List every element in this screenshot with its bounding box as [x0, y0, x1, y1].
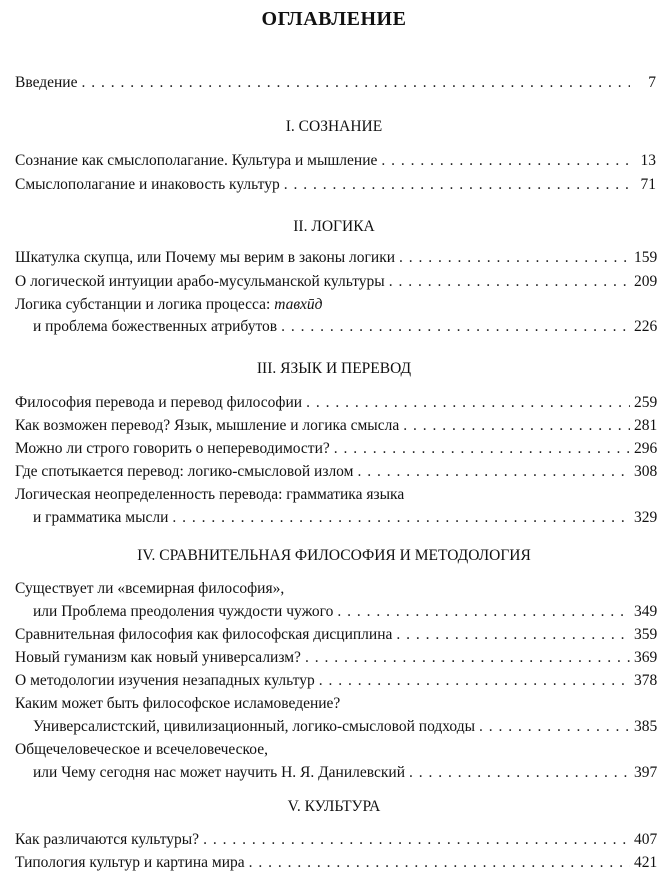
- page-number: 378: [634, 672, 658, 689]
- page-number: 421: [634, 854, 658, 871]
- page-number: 308: [634, 463, 658, 480]
- toc-entry-continuation[interactable]: [33, 601, 656, 623]
- entry-title: Как различаются культуры?: [15, 831, 200, 848]
- dot-leader: [305, 647, 630, 669]
- dot-leader: [381, 150, 630, 172]
- dot-leader: [306, 392, 630, 414]
- toc-entry-continuation[interactable]: [33, 762, 656, 784]
- dot-leader: [389, 271, 630, 293]
- dot-leader: [249, 852, 630, 874]
- dot-leader: [81, 72, 630, 94]
- dot-leader: [409, 762, 630, 784]
- dot-leader: [203, 829, 630, 851]
- entry-title: Универсалистский, цивилизационный, логико-смысловой подходы: [33, 718, 476, 735]
- page-number: 296: [634, 440, 658, 457]
- section-heading-2: II. ЛОГИКА: [293, 218, 375, 235]
- page-number: 209: [634, 273, 658, 290]
- entry-title: Логика субстанции и логика процесса:: [15, 296, 275, 313]
- entry-title: или Чему сегодня нас может научить Н. Я. Данилевский: [33, 764, 405, 781]
- entry-title: Введение: [15, 74, 78, 91]
- dot-leader: [281, 316, 630, 338]
- entry-title: Можно ли строго говорить о непереводимости?: [15, 440, 330, 457]
- dot-leader: [399, 247, 630, 269]
- page-number: 369: [634, 649, 658, 666]
- toc-entry[interactable]: [15, 647, 656, 669]
- toc-entry-first-line[interactable]: [15, 693, 656, 715]
- toc-entry-first-line[interactable]: [15, 739, 656, 761]
- page-title: ОГЛАВЛЕНИЕ: [261, 8, 407, 30]
- dot-leader: [337, 601, 630, 623]
- entry-title: Типология культур и картина мира: [15, 854, 245, 871]
- dot-leader: [403, 415, 630, 437]
- section-heading-3: III. ЯЗЫК И ПЕРЕВОД: [256, 360, 412, 377]
- entry-title: Шкатулка скупца, или Почему мы верим в законы логики: [15, 249, 396, 266]
- toc-entry[interactable]: [15, 461, 656, 483]
- dot-leader: [334, 438, 630, 460]
- toc-entry[interactable]: [15, 624, 656, 646]
- toc-entry[interactable]: [15, 271, 656, 293]
- entry-title: Сознание как смыслополагание. Культура и мышление: [15, 152, 378, 169]
- toc-entry-continuation[interactable]: [33, 316, 656, 338]
- toc-entry[interactable]: [15, 150, 656, 172]
- section-heading-5: V. КУЛЬТУРА: [287, 798, 381, 815]
- toc-entry[interactable]: [15, 670, 656, 692]
- page-number: 259: [634, 394, 658, 411]
- entry-title: и грамматика мысли: [33, 509, 169, 526]
- entry-title: Философия перевода и перевод философии: [15, 394, 303, 411]
- toc-entry[interactable]: [15, 438, 656, 460]
- page-number: 159: [634, 249, 658, 266]
- entry-title: Новый гуманизм как новый универсализм?: [15, 649, 301, 666]
- section-heading-4: IV. СРАВНИТЕЛЬНАЯ ФИЛОСОФИЯ И МЕТОДОЛОГИЯ: [137, 547, 531, 564]
- entry-title: Сравнительная философия как философская дисциплина: [15, 626, 393, 643]
- entry-title: и проблема божественных атрибутов: [33, 318, 278, 335]
- entry-title: Где спотыкается перевод: логико-смысловой излом: [15, 463, 354, 480]
- entry-title: или Проблема преодоления чуждости чужого: [33, 603, 334, 620]
- page-number: 359: [634, 626, 658, 643]
- toc-entry[interactable]: [15, 852, 656, 874]
- toc-entry[interactable]: [15, 392, 656, 414]
- dot-leader: [357, 461, 630, 483]
- dot-leader: [479, 716, 630, 738]
- entry-title: О методологии изучения незападных культур: [15, 672, 315, 689]
- toc-entry[interactable]: [15, 829, 656, 851]
- page-number: 407: [634, 831, 658, 848]
- section-heading-1: I. СОЗНАНИЕ: [285, 118, 383, 135]
- entry-title: Каким может быть философское исламоведение?: [15, 695, 341, 712]
- entry-title: Логическая неопределенность перевода: грамматика языка: [15, 486, 405, 503]
- page-number: 329: [634, 509, 658, 526]
- page-number: 226: [634, 318, 658, 335]
- page-number: 7: [648, 74, 656, 91]
- page-number: 71: [640, 176, 656, 193]
- toc-entry[interactable]: [15, 174, 656, 196]
- toc-entry-continuation[interactable]: [33, 716, 656, 738]
- page-number: 13: [640, 152, 656, 169]
- entry-title: Как возможен перевод? Язык, мышление и логика смысла: [15, 417, 400, 434]
- dot-leader: [319, 670, 630, 692]
- entry-title-italic: тавхӣд: [274, 296, 323, 313]
- dot-leader: [396, 624, 630, 646]
- entry-title: О логической интуиции арабо-мусульманской культуры: [15, 273, 385, 290]
- entry-title: Существует ли «всемирная философия»,: [15, 580, 285, 597]
- dot-leader: [172, 507, 630, 529]
- entry-title: Общечеловеческое и всечеловеческое,: [15, 741, 268, 758]
- toc-entry-first-line[interactable]: [15, 484, 656, 506]
- page-number: 397: [634, 764, 658, 781]
- toc-entry-introduction[interactable]: [15, 72, 656, 94]
- toc-entry[interactable]: [15, 415, 656, 437]
- dot-leader: [284, 174, 630, 196]
- page-number: 281: [634, 417, 658, 434]
- entry-title: Смыслополагание и инаковость культур: [15, 176, 280, 193]
- toc-entry-first-line[interactable]: [15, 294, 656, 316]
- toc-entry[interactable]: [15, 247, 656, 269]
- page-number: 385: [634, 718, 658, 735]
- toc-entry-continuation[interactable]: [33, 507, 656, 529]
- toc-entry-first-line[interactable]: [15, 578, 656, 600]
- page-number: 349: [634, 603, 658, 620]
